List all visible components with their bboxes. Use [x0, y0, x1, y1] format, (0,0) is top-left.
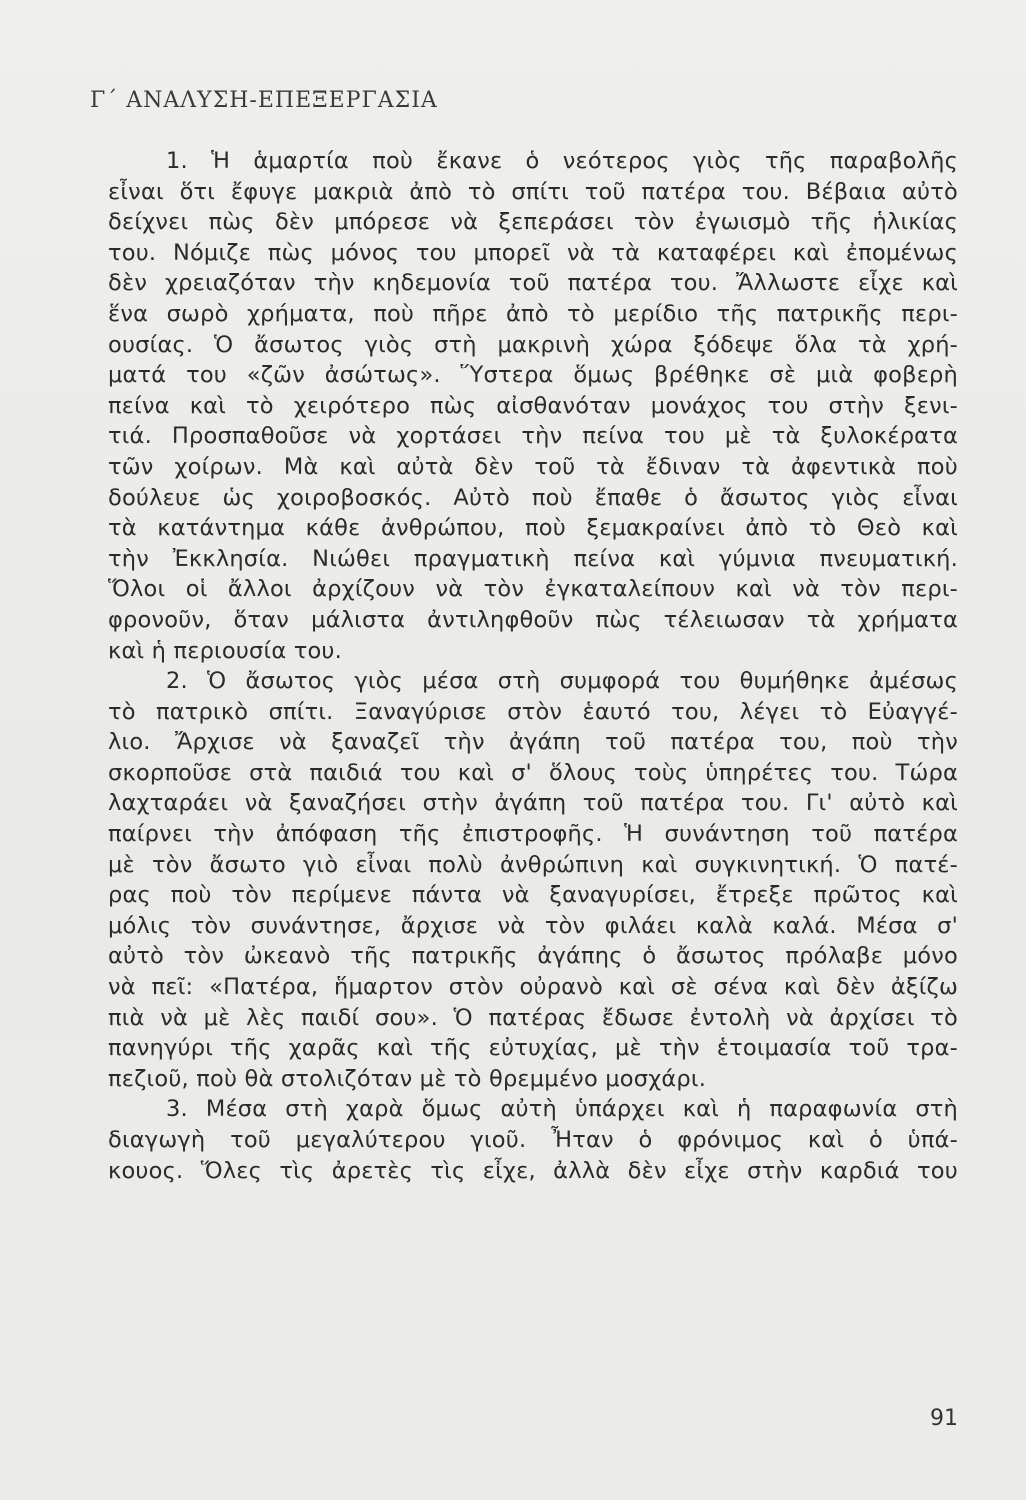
- page-number: 91: [930, 1406, 958, 1431]
- text-line: παίρνει τὴν ἀπόφαση τῆς ἐπιστροφῆς. Ἡ συνάντηση τοῦ πατέρα: [108, 821, 958, 848]
- text-line: πείνα καὶ τὸ χειρότερο πὼς αἰσθανόταν μονάχος του στὴν ξενι-: [108, 392, 958, 419]
- text-line: τὸ πατρικὸ σπίτι. Ξαναγύρισε στὸν ἑαυτό του, λέγει τὸ Εὐαγγέ-: [108, 698, 958, 725]
- body-text: [108, 146, 958, 1186]
- text-line: πιὰ νὰ μὲ λὲς παιδί σου». Ὁ πατέρας ἔδωσε ἐντολὴ νὰ ἀρχίσει τὸ: [108, 1004, 958, 1031]
- text-line: 3. Μέσα στὴ χαρὰ ὅμως αὐτὴ ὑπάρχει καὶ ἡ παραφωνία στὴ: [166, 1096, 958, 1123]
- text-line: ματά του «ζῶν ἀσώτως». Ὕστερα ὅμως βρέθηκε σὲ μιὰ φοβερὴ: [108, 362, 958, 389]
- text-line: μὲ τὸν ἄσωτο γιὸ εἶναι πολὺ ἀνθρώπινη καὶ συγκινητική. Ὁ πατέ-: [108, 851, 958, 878]
- text-line: του. Νόμιζε πὼς μόνος του μπορεῖ νὰ τὰ καταφέρει καὶ ἐπομένως: [108, 239, 958, 266]
- text-line: τὴν Ἐκκλησία. Νιώθει πραγματικὴ πείνα καὶ γύμνια πνευματική.: [108, 545, 958, 572]
- text-line: φρονοῦν, ὅταν μάλιστα ἀντιληφθοῦν πὼς τέλειωσαν τὰ χρήματα: [108, 606, 958, 633]
- text-line: αὐτὸ τὸν ὠκεανὸ τῆς πατρικῆς ἀγάπης ὁ ἄσωτος πρόλαβε μόνο: [108, 943, 958, 970]
- text-line: ἕνα σωρὸ χρήματα, ποὺ πῆρε ἀπὸ τὸ μερίδιο τῆς πατρικῆς περι-: [108, 300, 958, 327]
- text-line: 2. Ὁ ἄσωτος γιὸς μέσα στὴ συμφορά του θυμήθηκε ἀμέσως: [166, 668, 958, 695]
- text-line: 1. Ἡ ἁμαρτία ποὺ ἔκανε ὁ νεότερος γιὸς τῆς παραβολῆς: [166, 148, 958, 174]
- text-line: λαχταράει νὰ ξαναζήσει στὴν ἀγάπη τοῦ πατέρα του. Γι' αὐτὸ καὶ: [108, 790, 958, 817]
- text-line: δείχνει πὼς δὲν μπόρεσε νὰ ξεπεράσει τὸν ἐγωισμὸ τῆς ἡλικίας: [108, 209, 958, 236]
- text-line: διαγωγὴ τοῦ μεγαλύτερου γιοῦ. Ἦταν ὁ φρόνιμος καὶ ὁ ὑπά-: [108, 1127, 958, 1153]
- text-line: τιά. Προσπαθοῦσε νὰ χορτάσει τὴν πείνα του μὲ τὰ ξυλοκέρατα: [108, 423, 958, 450]
- text-line: πεζιοῦ, ποὺ θὰ στολιζόταν μὲ τὸ θρεμμένο μοσχάρι.: [108, 1065, 707, 1092]
- text-line: σκορποῦσε στὰ παιδιά του καὶ σ' ὅλους τοὺς ὑπηρέτες του. Τώρα: [108, 759, 958, 786]
- text-line: ουσίας. Ὁ ἄσωτος γιὸς στὴ μακρινὴ χώρα ξόδεψε ὅλα τὰ χρή-: [108, 331, 958, 358]
- text-line: τῶν χοίρων. Μὰ καὶ αὐτὰ δὲν τοῦ τὰ ἔδιναν τὰ ἀφεντικὰ ποὺ: [108, 453, 958, 480]
- text-line: δούλευε ὡς χοιροβοσκός. Αὐτὸ ποὺ ἔπαθε ὁ ἄσωτος γιὸς εἶναι: [108, 484, 958, 511]
- section-heading: Γ΄ ΑΝΑΛΥΣΗ-ΕΠΕΞΕΡΓΑΣΙΑ: [90, 88, 438, 113]
- text-line: πανηγύρι τῆς χαρᾶς καὶ τῆς εὐτυχίας, μὲ τὴν ἑτοιμασία τοῦ τρα-: [108, 1035, 958, 1062]
- text-line: Ὅλοι οἱ ἄλλοι ἀρχίζουν νὰ τὸν ἐγκαταλείπουν καὶ νὰ τὸν περι-: [108, 576, 958, 603]
- text-line: δὲν χρειαζόταν τὴν κηδεμονία τοῦ πατέρα του. Ἄλλωστε εἶχε καὶ: [108, 270, 958, 297]
- text-line: τὰ κατάντημα κάθε ἀνθρώπου, ποὺ ξεμακραίνει ἀπὸ τὸ Θεὸ καὶ: [108, 515, 958, 542]
- text-line: κουος. Ὅλες τὶς ἀρετὲς τὶς εἶχε, ἀλλὰ δὲν εἶχε στὴν καρδιά του: [108, 1157, 958, 1184]
- text-line: ρας ποὺ τὸν περίμενε πάντα νὰ ξαναγυρίσει, ἔτρεξε πρῶτος καὶ: [108, 882, 958, 909]
- text-line: νὰ πεῖ: «Πατέρα, ἥμαρτον στὸν οὐρανὸ καὶ σὲ σένα καὶ δὲν ἀξίζω: [108, 974, 958, 1001]
- text-line: καὶ ἡ περιουσία του.: [108, 637, 342, 664]
- text-line: εἶναι ὅτι ἔφυγε μακριὰ ἀπὸ τὸ σπίτι τοῦ πατέρα του. Βέβαια αὐτὸ: [108, 178, 958, 205]
- text-line: μόλις τὸν συνάντησε, ἄρχισε νὰ τὸν φιλάει καλὰ καλά. Μέσα σ': [108, 912, 958, 939]
- text-line: λιο. Ἄρχισε νὰ ξαναζεῖ τὴν ἀγάπη τοῦ πατέρα του, ποὺ τὴν: [108, 729, 958, 756]
